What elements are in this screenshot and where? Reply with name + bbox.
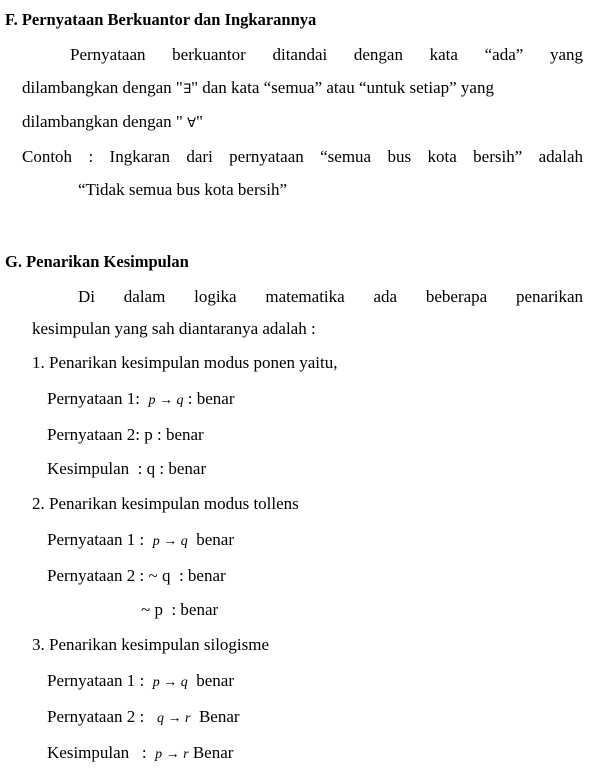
premise-line — [141, 600, 218, 622]
text-segment: dilambangkan dengan " — [22, 112, 188, 131]
premise-line — [47, 707, 240, 729]
example-negation: “Tidak semua bus kota bersih” — [78, 180, 288, 199]
text-segment: Kesimpulan : — [47, 743, 156, 762]
text-segment: Benar — [190, 707, 240, 726]
premise-line — [47, 389, 234, 411]
premise-line — [47, 671, 234, 693]
math-expression: p → r — [155, 747, 189, 762]
exists-symbol: ∃ — [182, 81, 192, 96]
text-segment: ~ p : benar — [141, 600, 219, 619]
text-segment: Kesimpulan : q : benar — [47, 459, 207, 478]
text-segment: " — [196, 112, 203, 131]
premise-line — [47, 425, 204, 447]
math-expression: q → r — [157, 711, 191, 726]
section-f-paragraph-line: Pernyataan berkuantor ditandai dengan kata “ada” yang — [70, 45, 583, 64]
text-segment: : benar — [183, 389, 235, 408]
text-segment: benar — [187, 530, 235, 549]
premise-line — [47, 530, 234, 552]
section-f-paragraph-line — [22, 78, 583, 99]
math-expression: p → q — [152, 675, 188, 690]
section-g-intro-line: Di dalam logika matematika ada beberapa penarikan — [78, 287, 583, 306]
text-segment: Pernyataan 2 : — [47, 707, 157, 726]
section-g-intro-line: kesimpulan yang sah diantaranya adalah : — [32, 319, 316, 338]
math-expression: p → q — [152, 534, 188, 549]
premise-line — [47, 459, 206, 481]
forall-symbol: ∀ — [187, 115, 196, 130]
inference-rule-title: 2. Penarikan kesimpulan modus tollens — [32, 494, 299, 513]
section-f-heading: F. Pernyataan Berkuantor dan Ingkarannya — [5, 10, 317, 29]
text-segment: Pernyataan 1 : — [47, 671, 153, 690]
inference-rule-title: 1. Penarikan kesimpulan modus ponen yaitu, — [32, 353, 338, 372]
section-g-heading: G. Penarikan Kesimpulan — [5, 252, 189, 271]
example-line: Contoh : Ingkaran dari pernyataan “semua bus kota bersih” adalah — [22, 147, 583, 166]
text-segment: dilambangkan dengan " — [22, 78, 183, 97]
text — [22, 78, 494, 99]
text-segment: benar — [187, 671, 235, 690]
text-segment: Pernyataan 1 : — [47, 530, 153, 549]
text-segment: Pernyataan 1: — [47, 389, 149, 408]
inference-rule-title: 3. Penarikan kesimpulan silogisme — [32, 635, 270, 654]
text-segment: Pernyataan 2: p : benar — [47, 425, 204, 444]
text-segment: Pernyataan 2 : ~ q : benar — [47, 566, 226, 585]
text-segment: " dan kata “semua” atau “untuk setiap” yang — [191, 78, 494, 97]
text-segment: Benar — [188, 743, 234, 762]
math-expression: p → q — [148, 393, 184, 408]
section-f-paragraph-line — [22, 112, 203, 133]
premise-line — [47, 566, 226, 588]
premise-line — [47, 743, 233, 765]
